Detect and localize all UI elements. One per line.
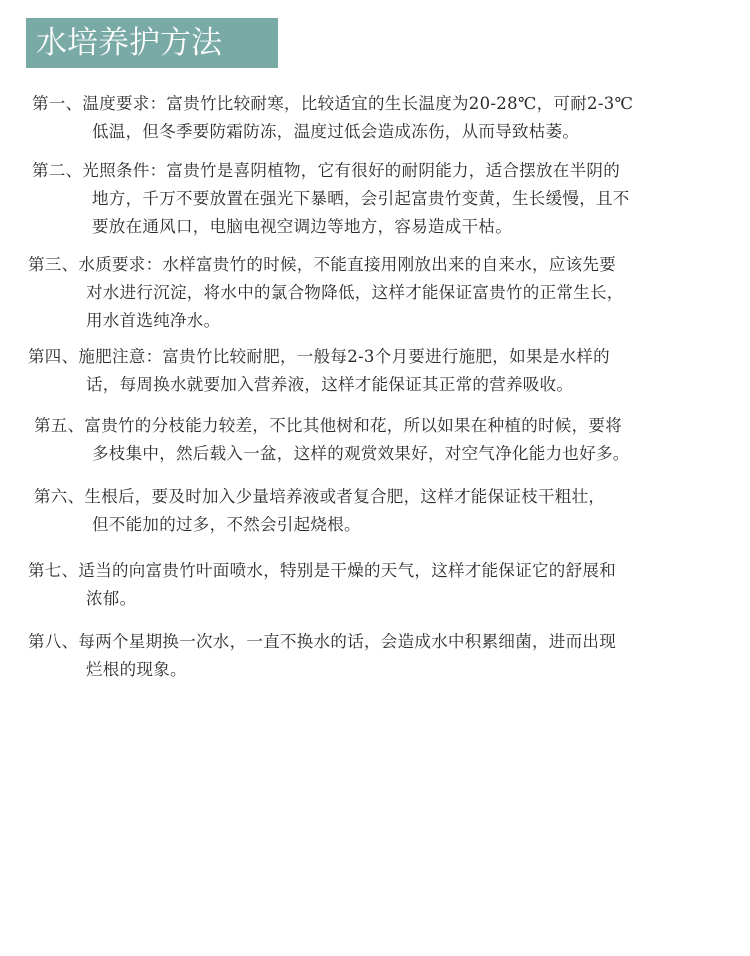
item-line: 要放在通风口，电脑电视空调边等地方，容易造成干枯。 — [92, 217, 512, 236]
item-line: 话，每周换水就要加入营养液，这样才能保证其正常的营养吸收。 — [86, 375, 574, 394]
list-item — [0, 557, 750, 613]
item-line: 第五、富贵竹的分枝能力较差，不比其他树和花，所以如果在种植的时候，要将 — [34, 416, 622, 435]
list-item — [0, 412, 750, 468]
item-line: 低温，但冬季要防霜防冻，温度过低会造成冻伤，从而导致枯萎。 — [92, 122, 580, 141]
item-line: 用水首选纯净水。 — [86, 311, 221, 330]
list-item — [0, 628, 750, 684]
item-line: 烂根的现象。 — [86, 660, 187, 679]
list-item — [0, 251, 750, 335]
item-line: 多枝集中，然后载入一盆，这样的观赏效果好，对空气净化能力也好多。 — [92, 444, 630, 463]
item-line: 地方，千万不要放置在强光下暴晒，会引起富贵竹变黄，生长缓慢，且不 — [92, 189, 630, 208]
item-line: 第一、温度要求：富贵竹比较耐寒，比较适宜的生长温度为20-28℃，可耐2-3℃ — [32, 94, 634, 113]
list-item — [0, 90, 750, 146]
item-line: 但不能加的过多，不然会引起烧根。 — [92, 515, 361, 534]
item-line: 第二、光照条件：富贵竹是喜阴植物，它有很好的耐阴能力，适合摆放在半阴的 — [32, 161, 620, 180]
item-line: 第六、生根后，要及时加入少量培养液或者复合肥，这样才能保证枝干粗壮， — [34, 487, 606, 506]
list-item — [0, 157, 750, 241]
item-line: 浓郁。 — [86, 589, 137, 608]
page-title: 水培养护方法 — [26, 18, 278, 68]
list-item — [0, 343, 750, 399]
item-line: 第四、施肥注意：富贵竹比较耐肥，一般每2-3个月要进行施肥，如果是水样的 — [28, 347, 610, 366]
item-line: 第七、适当的向富贵竹叶面喷水，特别是干燥的天气，这样才能保证它的舒展和 — [28, 561, 616, 580]
item-line: 对水进行沉淀，将水中的氯合物降低，这样才能保证富贵竹的正常生长， — [86, 283, 624, 302]
item-line: 第三、水质要求：水样富贵竹的时候，不能直接用刚放出来的自来水，应该先要 — [28, 255, 616, 274]
item-line: 第八、每两个星期换一次水，一直不换水的话，会造成水中积累细菌，进而出现 — [28, 632, 616, 651]
list-item — [0, 483, 750, 539]
